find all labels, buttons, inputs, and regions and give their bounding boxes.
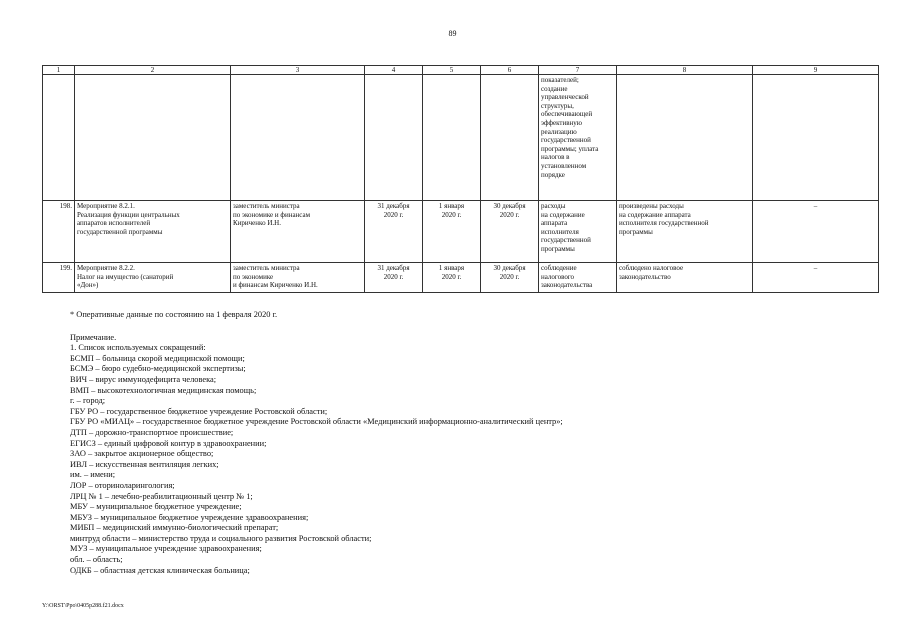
column-header: 6	[481, 66, 539, 75]
abbreviation-item: МУЗ – муниципальное учреждение здравоохранения;	[70, 544, 262, 554]
table-row	[43, 201, 879, 263]
abbreviation-item: ЛОР – оториноларингология;	[70, 480, 175, 490]
table-cell	[75, 75, 231, 201]
actual-start-date-cell: 1 января 2020 г.	[423, 263, 481, 293]
table-cell	[481, 75, 539, 201]
abbreviation-list	[70, 343, 870, 576]
abbreviation-item: ДТП – дорожно-транспортное происшествие;	[70, 427, 234, 437]
responsible-cell: заместитель министра по экономике и финансам Кириченко И.Н.	[231, 263, 365, 293]
table-cell	[43, 75, 75, 201]
actual-end-date-cell: 30 декабря 2020 г.	[481, 263, 539, 293]
actual-result-cell: произведены расходы на содержание аппарата исполнителя государственной программы	[617, 201, 753, 263]
column-header: 4	[365, 66, 423, 75]
abbreviation-item: ВИЧ – вирус иммунодефицита человека;	[70, 374, 217, 384]
abbreviation-item: ГБУ РО – государственное бюджетное учреждение Ростовской области;	[70, 406, 328, 416]
column-header: 2	[75, 66, 231, 75]
abbreviation-item: ГБУ РО «МИАЦ» – государственное бюджетное учреждение Ростовской области «Медицинский информационно-аналитический центр»;	[70, 417, 563, 427]
table-cell	[365, 75, 423, 201]
planned-result-cell: соблюдение налогового законодательства	[539, 263, 617, 293]
abbreviation-item: БСМП – больница скорой медицинской помощи;	[70, 353, 245, 363]
actual-result-cell: соблюдено налоговое законодательство	[617, 263, 753, 293]
measure-cell: Мероприятие 8.2.1. Реализация функции центральных аппаратов исполнителей государственной программы	[75, 201, 231, 263]
abbreviation-item: минтруд области – министерство труда и социального развития Ростовской области;	[70, 533, 372, 543]
table-row	[43, 263, 879, 293]
column-header: 1	[43, 66, 75, 75]
abbreviation-item: обл. – область;	[70, 555, 123, 565]
planned-result-cell: расходы на содержание аппарата исполнителя государственной программы	[539, 201, 617, 263]
table-cell	[231, 75, 365, 201]
file-path: Y:\ORST\Ppo\0405p288.f21.docx	[42, 603, 124, 609]
actual-end-date-cell: 30 декабря 2020 г.	[481, 201, 539, 263]
note-title: Примечание.	[70, 332, 117, 342]
footnote: * Оперативные данные по состоянию на 1 февраля 2020 г.	[70, 310, 278, 319]
plan-end-date-cell: 31 декабря 2020 г.	[365, 201, 423, 263]
row-number: 198.	[43, 201, 75, 263]
measure-cell: Мероприятие 8.2.2. Налог на имущество (санаторий «Дон»)	[75, 263, 231, 293]
notes-section	[70, 310, 870, 576]
abbreviation-item: ОДКБ – областная детская клиническая больница;	[70, 565, 250, 575]
page-number: 89	[448, 29, 457, 38]
abbreviation-item: им. – имени;	[70, 470, 116, 480]
column-header: 7	[539, 66, 617, 75]
table-header-row	[43, 66, 879, 75]
abbreviation-item: БСМЭ – бюро судебно-медицинской экспертизы;	[70, 364, 246, 374]
column-header: 5	[423, 66, 481, 75]
abbreviation-item: г. – город;	[70, 396, 106, 406]
report-table	[42, 65, 879, 293]
abbreviation-item: 1. Список используемых сокращений:	[70, 343, 206, 353]
row-number: 199.	[43, 263, 75, 293]
abbreviation-item: ВМП – высокотехнологичная медицинская помощь;	[70, 385, 257, 395]
abbreviation-item: ЕГИСЗ – единый цифровой контур в здравоохранении;	[70, 438, 267, 448]
responsible-cell: заместитель министра по экономике и финансам Кириченко И.Н.	[231, 201, 365, 263]
plan-end-date-cell: 31 декабря 2020 г.	[365, 263, 423, 293]
table-cell	[423, 75, 481, 201]
problems-cell: –	[753, 263, 879, 293]
abbreviation-item: МБУЗ – муниципальное бюджетное учреждение здравоохранения;	[70, 512, 309, 522]
abbreviation-item: МБУ – муниципальное бюджетное учреждение;	[70, 502, 242, 512]
column-header: 9	[753, 66, 879, 75]
table-cell	[617, 75, 753, 201]
column-header: 3	[231, 66, 365, 75]
actual-start-date-cell: 1 января 2020 г.	[423, 201, 481, 263]
abbreviation-item: ЛРЦ № 1 – лечебно-реабилитационный центр № 1;	[70, 491, 253, 501]
abbreviation-item: ЗАО – закрытое акционерное общество;	[70, 449, 214, 459]
abbreviation-item: ИВЛ – искусственная вентиляция легких;	[70, 459, 219, 469]
abbreviation-item: МИБП – медицинский иммунно-биологический препарат;	[70, 523, 279, 533]
planned-result-cell: показателей; создание управленческой структуры, обеспечивающей эффективную реализацию государственной программы; уплата налогов в установленном порядке	[539, 75, 617, 201]
table-row-continuation	[43, 75, 879, 201]
table-cell	[753, 75, 879, 201]
problems-cell: –	[753, 201, 879, 263]
column-header: 8	[617, 66, 753, 75]
